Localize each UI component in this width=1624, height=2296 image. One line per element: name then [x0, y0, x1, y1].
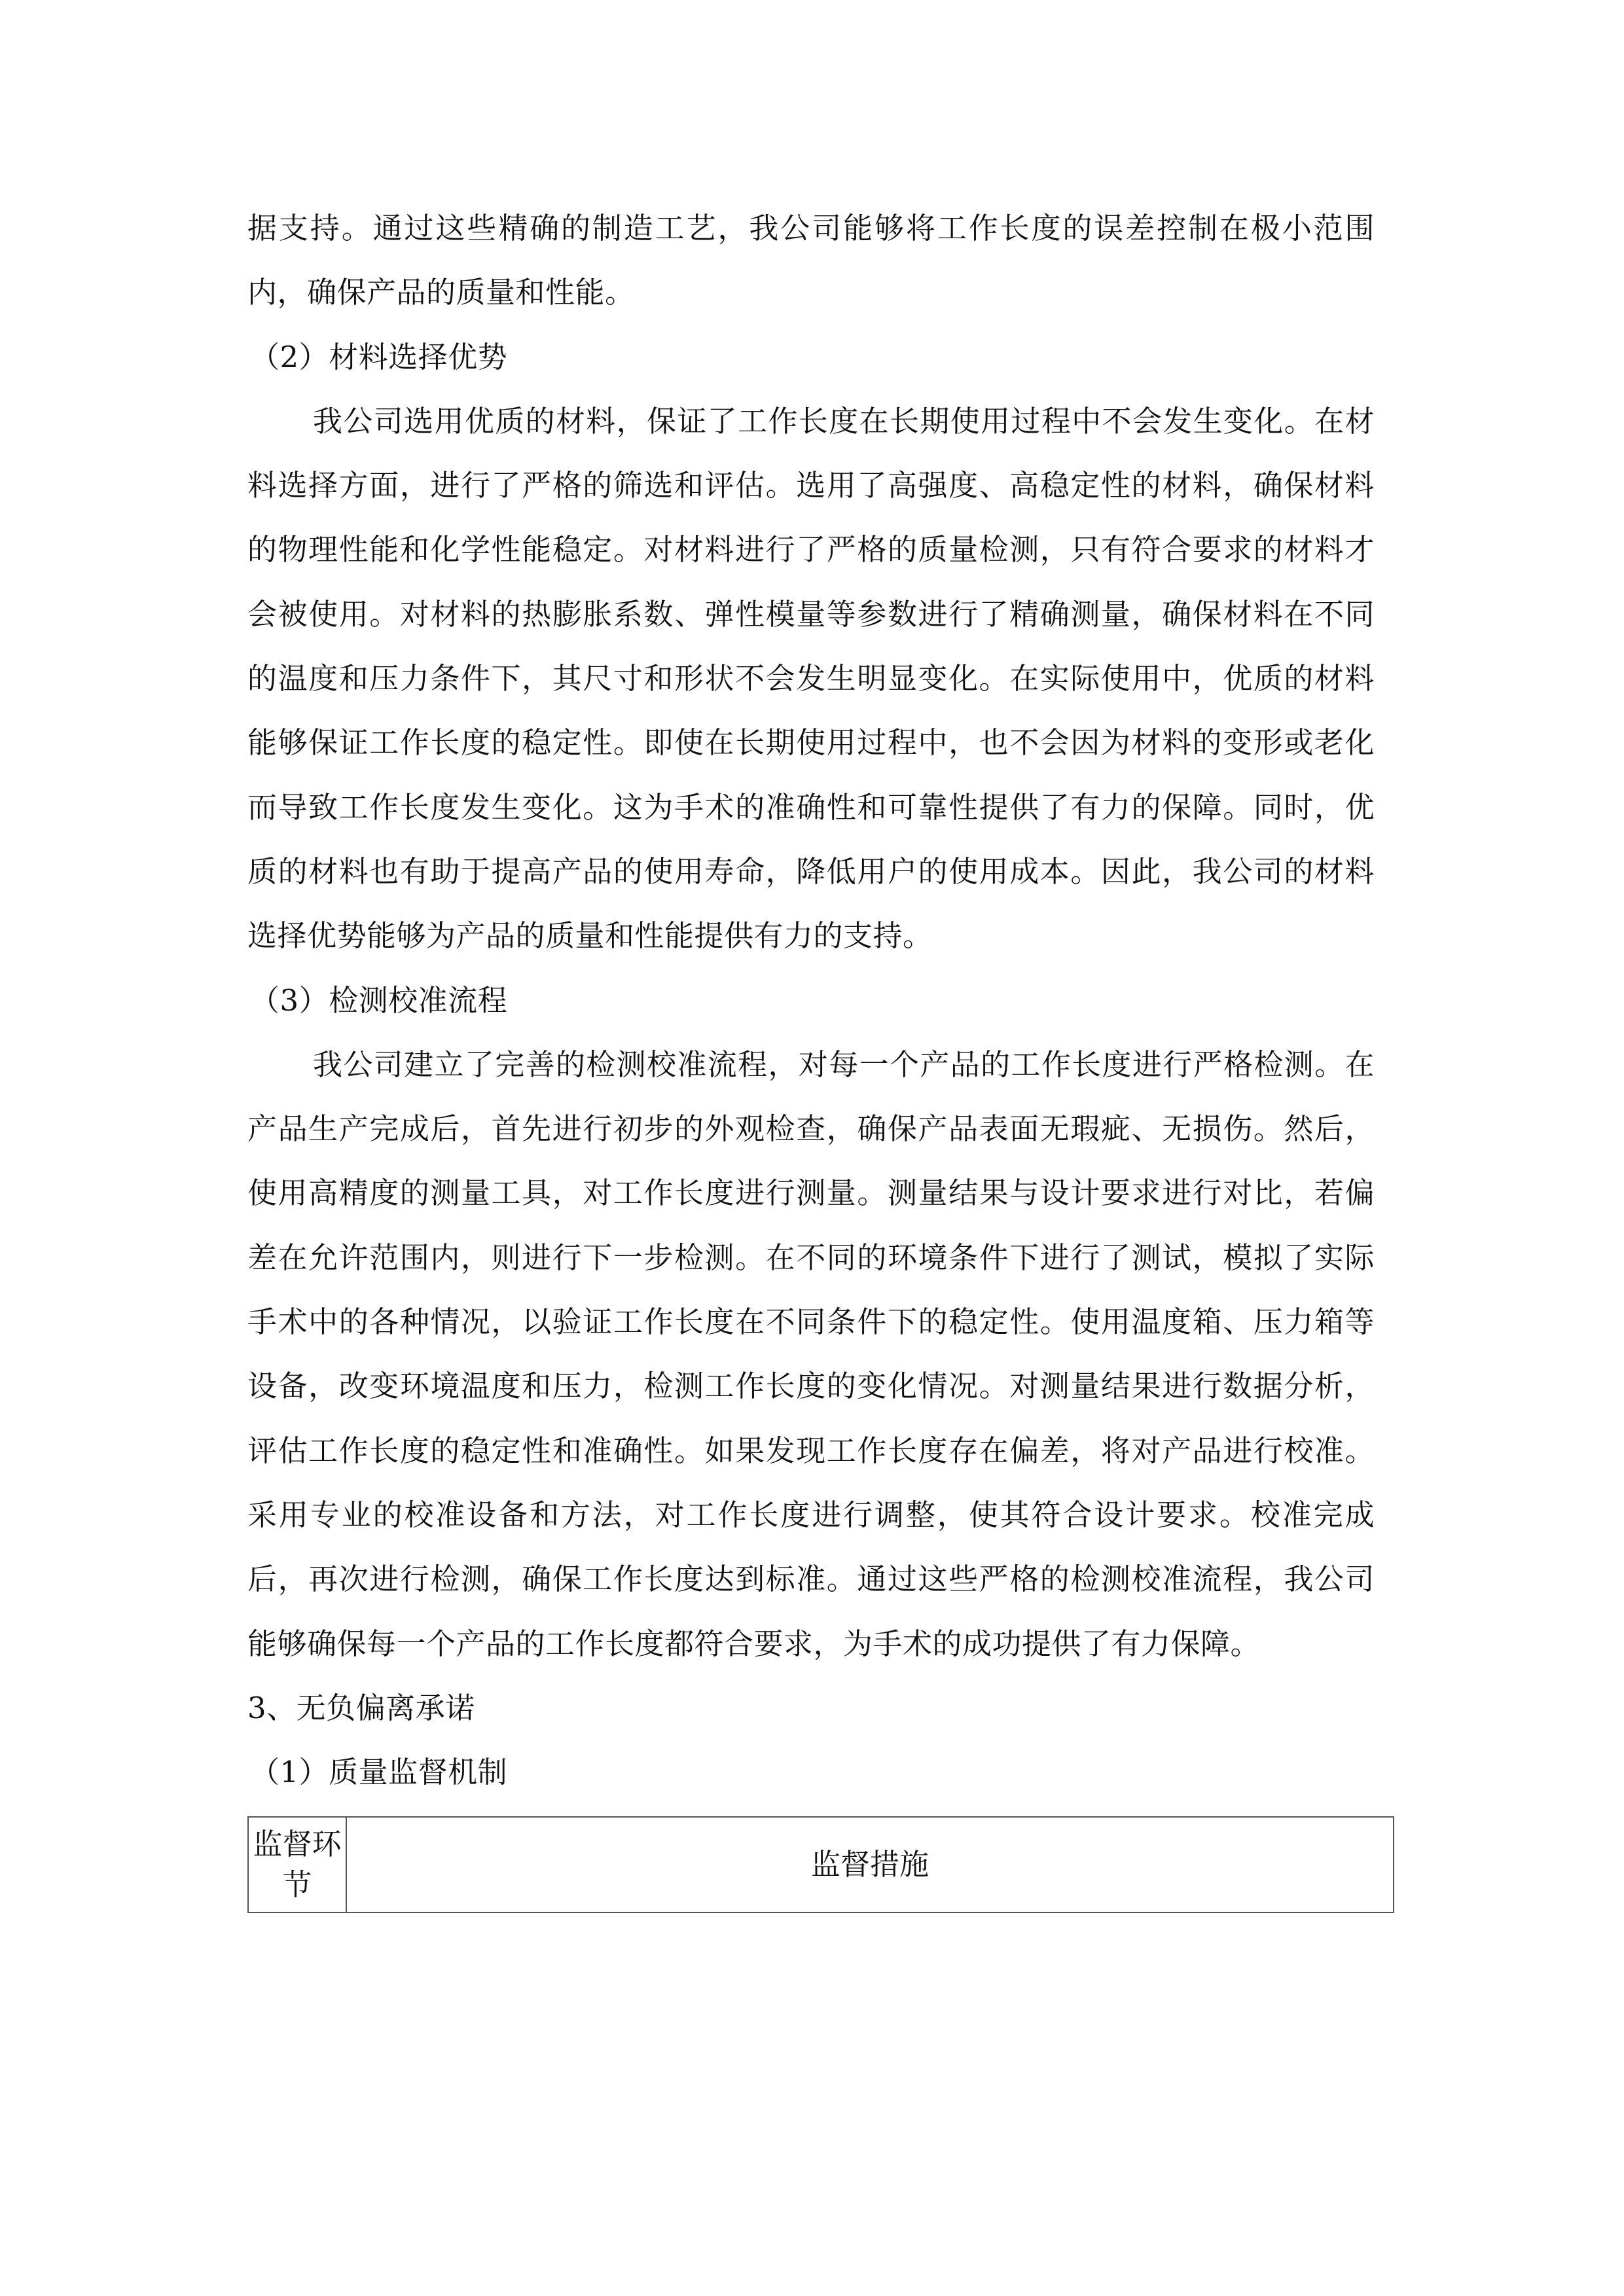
table-header-stage: 监督环节 — [248, 1817, 346, 1912]
heading-quality-supervision: （1）质量监督机制 — [250, 1755, 508, 1790]
document-body — [247, 196, 1375, 1913]
paragraph-material-selection: 我公司选用优质的材料，保证了工作长度在长期使用过程中不会发生变化。在材料选择方面，进行了严格的筛选和评估。选用了高强度、高稳定性的材料，确保材料的物理性能和化学性能稳定。对材料进行了严格的质量检测，只有符合要求的材料才会被使用。对材料的热膨胀系数、弹性模量等参数进行了精确测量，确保材料在不同的温度和压力条件下，其尺寸和形状不会发生明显变化。在实际使用中，优质的材料能够保证工作长度的稳定性。即使在长期使用过程中，也不会因为材料的变形或老化而导致工作长度发生变化。这为手术的准确性和可靠性提供了有力的保障。同时，优质的材料也有助于提高产品的使用寿命，降低用户的使用成本。因此，我公司的材料选择优势能够为产品的质量和性能提供有力的支持。 — [247, 403, 1375, 954]
paragraph-inspection-calibration: 我公司建立了完善的检测校准流程，对每一个产品的工作长度进行严格检测。在产品生产完成后，首先进行初步的外观检查，确保产品表面无瑕疵、无损伤。然后，使用高精度的测量工具，对工作长度进行测量。测量结果与设计要求进行对比，若偏差在允许范围内，则进行下一步检测。在不同的环境条件下进行了测试，模拟了实际手术中的各种情况，以验证工作长度在不同条件下的稳定性。使用温度箱、压力箱等设备，改变环境温度和压力，检测工作长度的变化情况。对测量结果进行数据分析，评估工作长度的稳定性和准确性。如果发现工作长度存在偏差，将对产品进行校准。采用专业的校准设备和方法，对工作长度进行调整，使其符合设计要求。校准完成后，再次进行检测，确保工作长度达到标准。通过这些严格的检测校准流程，我公司能够确保每一个产品的工作长度都符合要求，为手术的成功提供了有力保障。 — [247, 1047, 1375, 1661]
heading-inspection-calibration: （3）检测校准流程 — [250, 982, 508, 1018]
table-header-measures: 监督措施 — [346, 1817, 1394, 1912]
section-heading-no-deviation: 3、无负偏离承诺 — [247, 1690, 475, 1725]
supervision-table-wrapper — [247, 1816, 1375, 1913]
heading-material-selection: （2）材料选择优势 — [250, 339, 508, 374]
supervision-table — [247, 1816, 1394, 1913]
paragraph-continuation: 据支持。通过这些精确的制造工艺，我公司能够将工作长度的误差控制在极小范围内，确保产品的质量和性能。 — [247, 211, 1375, 310]
table-header-row — [248, 1817, 1394, 1912]
